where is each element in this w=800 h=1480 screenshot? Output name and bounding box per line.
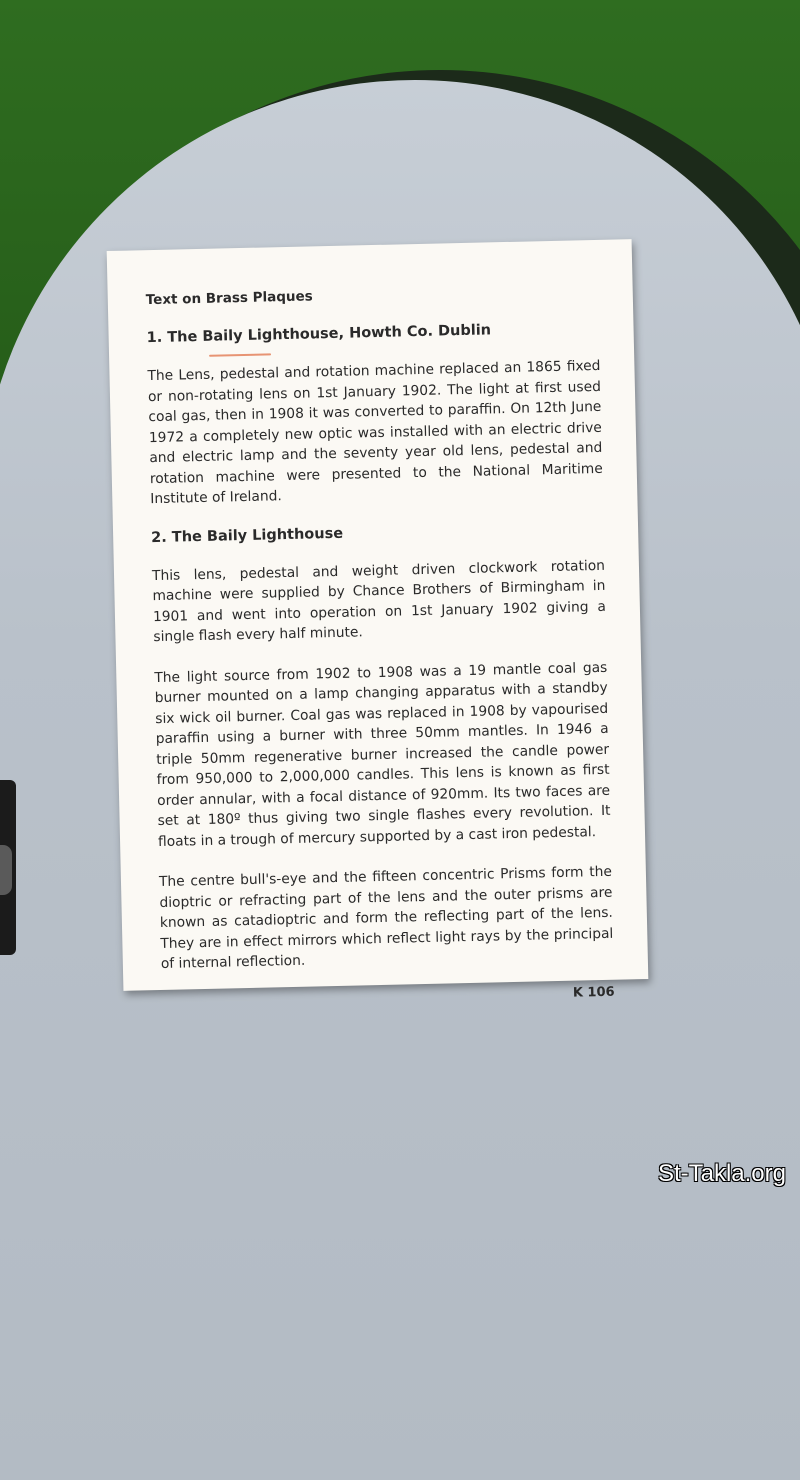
section-2-title: 2. The Baily Lighthouse (151, 525, 344, 546)
reference-code: K 106 (572, 984, 615, 1001)
placard-heading: Text on Brass Plaques (145, 288, 313, 309)
info-placard (107, 239, 649, 1001)
section-2-paragraph-3: The centre bull's-eye and the fifteen concentric Prisms form the dioptric or refracting part of the lens and the outer prisms are known as catadioptric and form the reflecting part of the lens. They are in effect mirrors which reflect light rays by the principal of internal reflection. (158, 863, 614, 973)
red-pen-mark (209, 353, 271, 356)
watermark: St-Takla.org (657, 1160, 786, 1187)
section-2-paragraph-1: This lens, pedestal and weight driven clockwork rotation machine were supplied by Chance Brothers of Birmingham in 1901 and went into operation on 1st January 1902 giving a single flash every half minute. (151, 557, 607, 646)
section-1-title: 1. The Baily Lighthouse, Howth Co. Dublin (146, 322, 492, 347)
section-1-paragraph: The Lens, pedestal and rotation machine replaced an 1865 fixed or non-rotating lens on 1st January 1902. The light at first used coal gas, then in 1908 it was converted to paraffin. On 12th June 1972 a completely new optic was installed with an electric drive and electric lamp and the seventy year old lens, pedestal and rotation machine were presented to the National Maritime Institute of Ireland. (147, 357, 603, 508)
hinge-knob (0, 845, 12, 895)
section-2-paragraph-2: The light source from 1902 to 1908 was a 19 mantle coal gas burner mounted on a lamp changing apparatus with a standby six wick oil burner. Coal gas was replaced in 1908 by vapourised paraffin using a burner with three 50mm mantles. In 1946 a triple 50mm regenerative burner increased the candle power from 950,000 to 2,000,000 candles. This lens is known as first order annular, with a focal distance of 920mm. Its two faces are set at 180º thus giving two single flashes every revolution. It floats in a trough of mercury supported by a cast iron pedestal. (154, 659, 611, 850)
